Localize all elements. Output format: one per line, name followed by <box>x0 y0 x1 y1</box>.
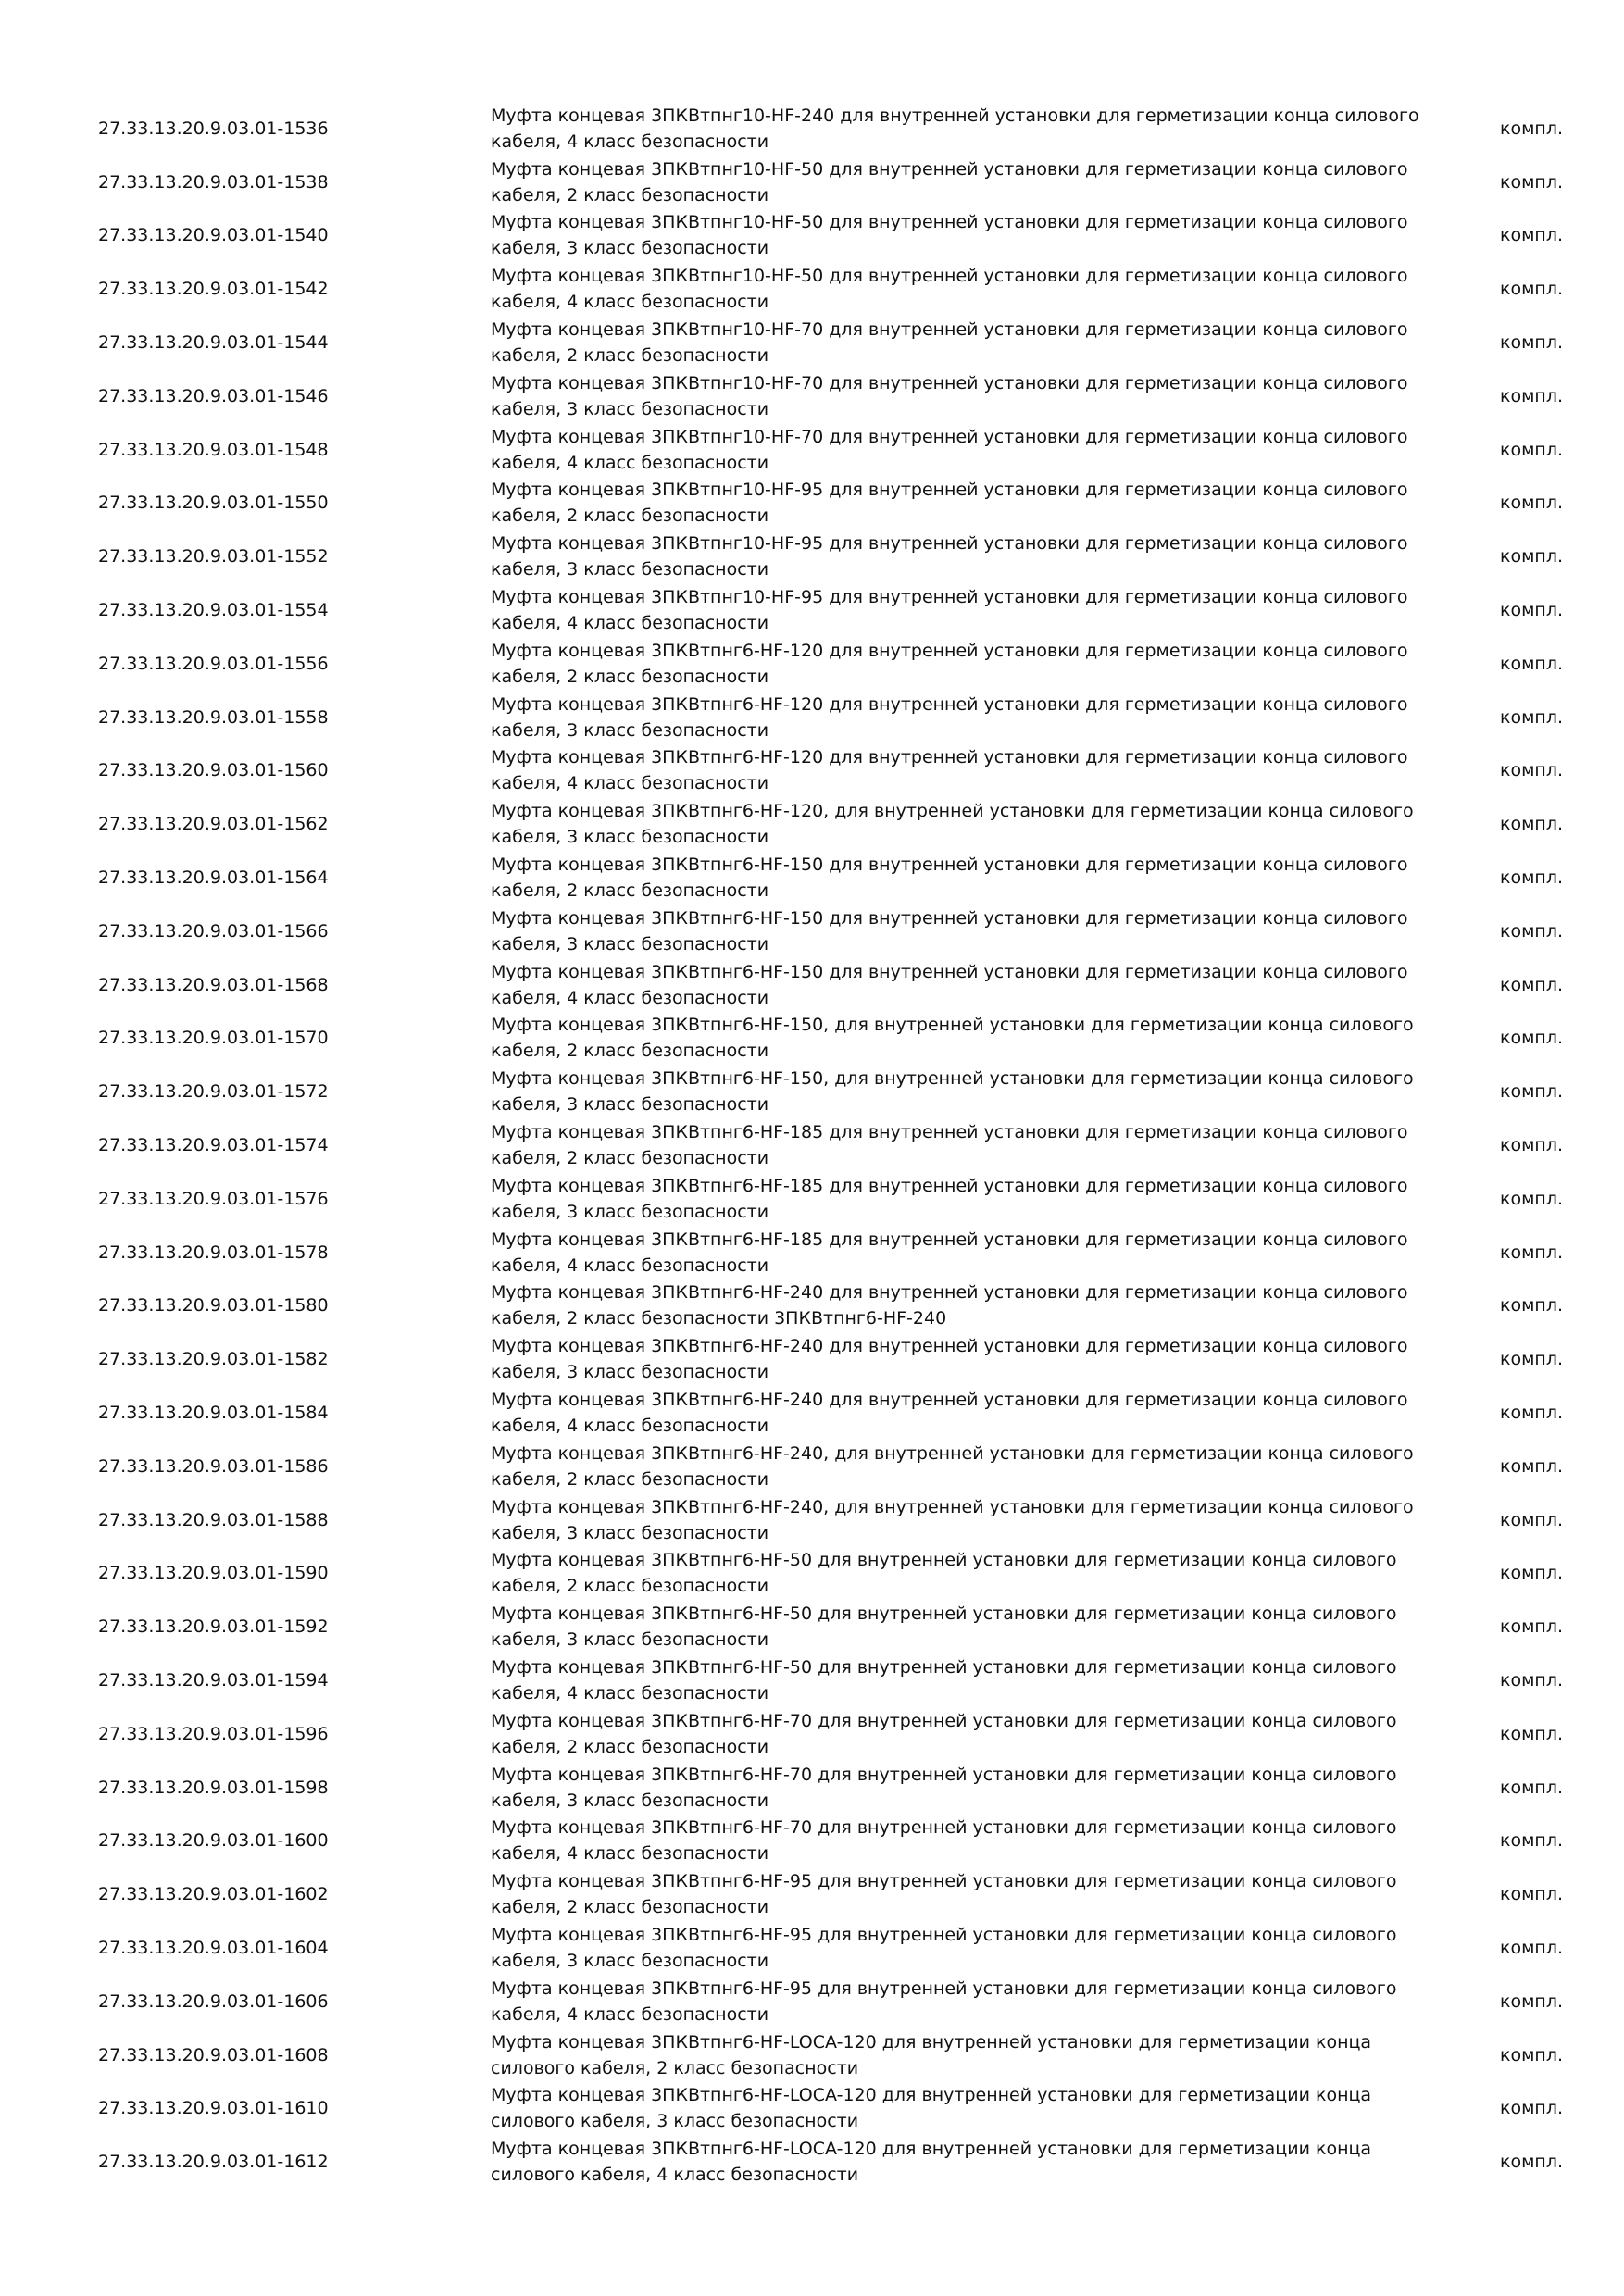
resource-name <box>491 369 1426 423</box>
resource-code: 27.33.13.20.9.03.01-1562 <box>98 814 329 835</box>
resource-code: 27.33.13.20.9.03.01-1588 <box>98 1509 329 1530</box>
resource-name-text: Муфта концевая 3ПКВтпнг6-HF-50 для внутренней установки для герметизации конца силового кабеля, 2 класс безопасности <box>491 1550 1397 1597</box>
resource-name <box>491 2135 1426 2189</box>
resource-name-text: Муфта концевая 3ПКВтпнг6-HF-240 для внутренней установки для герметизации конца силового кабеля, 2 класс безопасности 3ПКВтпнг6-HF-240 <box>491 1282 1408 1329</box>
resource-name <box>491 691 1426 744</box>
resource-name <box>491 2081 1426 2135</box>
table-row <box>0 1172 1624 1226</box>
resource-code: 27.33.13.20.9.03.01-1568 <box>98 974 329 995</box>
resource-name-text: Муфта концевая 3ПКВтпнг6-HF-120 для внутренней установки для герметизации конца силового кабеля, 2 класс безопасности <box>491 640 1408 687</box>
resource-name-text: Муфта концевая 3ПКВтпнг6-HF-120 для внутренней установки для герметизации конца силового кабеля, 4 класс безопасности <box>491 747 1408 794</box>
resource-unit: компл. <box>1500 814 1564 835</box>
resource-unit: компл. <box>1500 1777 1564 1798</box>
resource-code: 27.33.13.20.9.03.01-1540 <box>98 225 329 246</box>
resource-unit: компл. <box>1500 1937 1564 1958</box>
table-row <box>0 1600 1624 1653</box>
resource-unit: компл. <box>1500 546 1564 568</box>
resource-unit: компл. <box>1500 332 1564 354</box>
resource-name <box>491 262 1426 316</box>
resource-name-text: Муфта концевая 3ПКВтпнг6-HF-50 для внутренней установки для герметизации конца силового кабеля, 4 класс безопасности <box>491 1657 1397 1703</box>
resource-name-text: Муфта концевая 3ПКВтпнг6-HF-185 для внутренней установки для герметизации конца силового кабеля, 4 класс безопасности <box>491 1229 1408 1276</box>
resource-code: 27.33.13.20.9.03.01-1584 <box>98 1403 329 1424</box>
resource-name-text: Муфта концевая 3ПКВтпнг6-HF-50 для внутренней установки для герметизации конца силового кабеля, 3 класс безопасности <box>491 1603 1397 1651</box>
resource-unit: компл. <box>1500 1670 1564 1691</box>
resource-unit: компл. <box>1500 760 1564 781</box>
resource-name <box>491 316 1426 369</box>
table-row <box>0 316 1624 369</box>
resource-code: 27.33.13.20.9.03.01-1556 <box>98 653 329 674</box>
resource-unit: компл. <box>1500 118 1564 139</box>
table-row <box>0 1118 1624 1172</box>
table-row <box>0 369 1624 423</box>
table-row <box>0 102 1624 156</box>
resource-name-text: Муфта концевая 3ПКВтпнг6-HF-95 для внутренней установки для герметизации конца силового кабеля, 2 класс безопасности <box>491 1871 1397 1918</box>
table-row <box>0 209 1624 263</box>
resource-name <box>491 1065 1426 1118</box>
table-row <box>0 1012 1624 1066</box>
resource-name-text: Муфта концевая 3ПКВтпнг10-HF-70 для внутренней установки для герметизации конца силового кабеля, 3 класс безопасности <box>491 372 1408 419</box>
resource-unit: компл. <box>1500 1135 1564 1156</box>
resource-code: 27.33.13.20.9.03.01-1558 <box>98 706 329 728</box>
resource-name <box>491 1707 1426 1761</box>
table-row <box>0 1867 1624 1921</box>
resource-code: 27.33.13.20.9.03.01-1604 <box>98 1937 329 1958</box>
resource-code: 27.33.13.20.9.03.01-1538 <box>98 171 329 193</box>
table-row <box>0 1440 1624 1493</box>
resource-name <box>491 209 1426 263</box>
resource-code: 27.33.13.20.9.03.01-1582 <box>98 1349 329 1370</box>
table-row <box>0 423 1624 477</box>
resource-name <box>491 905 1426 958</box>
resource-code: 27.33.13.20.9.03.01-1542 <box>98 279 329 300</box>
resource-code: 27.33.13.20.9.03.01-1612 <box>98 2152 329 2173</box>
table-row <box>0 958 1624 1012</box>
resource-unit: компл. <box>1500 385 1564 406</box>
resource-name <box>491 1761 1426 1815</box>
resource-name-text: Муфта концевая 3ПКВтпнг10-HF-70 для внутренней установки для герметизации конца силового кабеля, 4 класс безопасности <box>491 426 1408 473</box>
resource-name-text: Муфта концевая 3ПКВтпнг6-HF-150 для внутренней установки для герметизации конца силового кабеля, 2 класс безопасности <box>491 855 1408 902</box>
resource-code: 27.33.13.20.9.03.01-1580 <box>98 1295 329 1316</box>
resource-name-text: Муфта концевая 3ПКВтпнг10-HF-50 для внутренней установки для герметизации конца силового кабеля, 4 класс безопасности <box>491 266 1408 313</box>
table-row <box>0 1332 1624 1386</box>
table-row <box>0 156 1624 209</box>
resource-unit: компл. <box>1500 1455 1564 1477</box>
resource-name-text: Муфта концевая 3ПКВтпнг6-HF-LOCA-120 для внутренней установки для герметизации конца силового кабеля, 4 класс безопасности <box>491 2139 1372 2186</box>
resource-code: 27.33.13.20.9.03.01-1598 <box>98 1777 329 1798</box>
resource-code: 27.33.13.20.9.03.01-1570 <box>98 1028 329 1049</box>
table-row <box>0 744 1624 798</box>
resource-name <box>491 1547 1426 1601</box>
resource-code: 27.33.13.20.9.03.01-1546 <box>98 385 329 406</box>
resource-name <box>491 1921 1426 1975</box>
table-row <box>0 1279 1624 1333</box>
resource-code: 27.33.13.20.9.03.01-1590 <box>98 1563 329 1584</box>
resource-name-text: Муфта концевая 3ПКВтпнг10-HF-70 для внутренней установки для герметизации конца силового кабеля, 2 класс безопасности <box>491 319 1408 367</box>
resource-unit: компл. <box>1500 1081 1564 1103</box>
table-row <box>0 1975 1624 2028</box>
table-row <box>0 477 1624 530</box>
table-row <box>0 1493 1624 1547</box>
resource-name-text: Муфта концевая 3ПКВтпнг6-HF-240, для внутренней установки для герметизации конца силового кабеля, 3 класс безопасности <box>491 1496 1414 1543</box>
resource-code: 27.33.13.20.9.03.01-1566 <box>98 920 329 942</box>
resource-unit: компл. <box>1500 1242 1564 1263</box>
table-row <box>0 2135 1624 2189</box>
resource-code: 27.33.13.20.9.03.01-1610 <box>98 2098 329 2119</box>
resource-code: 27.33.13.20.9.03.01-1554 <box>98 600 329 621</box>
resource-unit: компл. <box>1500 493 1564 514</box>
resource-name-text: Муфта концевая 3ПКВтпнг6-HF-70 для внутренней установки для герметизации конца силового кабеля, 2 класс безопасности <box>491 1710 1397 1757</box>
resource-unit: компл. <box>1500 1723 1564 1744</box>
table-row <box>0 691 1624 744</box>
resource-code: 27.33.13.20.9.03.01-1572 <box>98 1081 329 1103</box>
table-row <box>0 1761 1624 1815</box>
resource-name <box>491 583 1426 637</box>
resource-code: 27.33.13.20.9.03.01-1606 <box>98 1990 329 2012</box>
resource-name <box>491 1493 1426 1547</box>
resource-name <box>491 1975 1426 2028</box>
resource-name <box>491 1172 1426 1226</box>
resource-unit: компл. <box>1500 867 1564 889</box>
resource-unit: компл. <box>1500 1884 1564 1905</box>
resource-name-text: Муфта концевая 3ПКВтпнг6-HF-LOCA-120 для внутренней установки для герметизации конца силового кабеля, 2 класс безопасности <box>491 2031 1372 2078</box>
resource-name-text: Муфта концевая 3ПКВтпнг6-HF-95 для внутренней установки для герметизации конца силового кабеля, 4 класс безопасности <box>491 1978 1397 2025</box>
resource-name <box>491 958 1426 1012</box>
resource-code: 27.33.13.20.9.03.01-1578 <box>98 1242 329 1263</box>
resource-name-text: Муфта концевая 3ПКВтпнг6-HF-120 для внутренней установки для герметизации конца силового кабеля, 3 класс безопасности <box>491 693 1408 741</box>
resource-name-text: Муфта концевая 3ПКВтпнг6-HF-70 для внутренней установки для герметизации конца силового кабеля, 3 класс безопасности <box>491 1764 1397 1811</box>
resource-unit: компл. <box>1500 2044 1564 2065</box>
resource-name-text: Муфта концевая 3ПКВтпнг6-HF-150, для внутренней установки для герметизации конца силового кабеля, 3 класс безопасности <box>491 1068 1414 1116</box>
resource-name <box>491 423 1426 477</box>
resource-code: 27.33.13.20.9.03.01-1552 <box>98 546 329 568</box>
resource-unit: компл. <box>1500 1563 1564 1584</box>
table-row <box>0 1386 1624 1440</box>
resource-name-text: Муфта концевая 3ПКВтпнг6-HF-150 для внутренней установки для герметизации конца силового кабеля, 3 класс безопасности <box>491 907 1408 955</box>
resource-name <box>491 1600 1426 1653</box>
resource-code: 27.33.13.20.9.03.01-1594 <box>98 1670 329 1691</box>
resource-code: 27.33.13.20.9.03.01-1596 <box>98 1723 329 1744</box>
resource-code: 27.33.13.20.9.03.01-1576 <box>98 1188 329 1209</box>
resource-name <box>491 477 1426 530</box>
resource-unit: компл. <box>1500 1028 1564 1049</box>
resource-name-text: Муфта концевая 3ПКВтпнг10-HF-95 для внутренней установки для герметизации конца силового кабеля, 4 класс безопасности <box>491 587 1408 634</box>
resource-unit: компл. <box>1500 653 1564 674</box>
resource-code: 27.33.13.20.9.03.01-1544 <box>98 332 329 354</box>
resource-name-text: Муфта концевая 3ПКВтпнг6-HF-70 для внутренней установки для герметизации конца силового кабеля, 4 класс безопасности <box>491 1817 1397 1865</box>
resource-name-text: Муфта концевая 3ПКВтпнг10-HF-50 для внутренней установки для герметизации конца силового кабеля, 2 класс безопасности <box>491 158 1408 206</box>
resource-code: 27.33.13.20.9.03.01-1560 <box>98 760 329 781</box>
resource-unit: компл. <box>1500 2152 1564 2173</box>
resource-name <box>491 1332 1426 1386</box>
table-row <box>0 583 1624 637</box>
resource-name <box>491 744 1426 798</box>
resource-unit: компл. <box>1500 1616 1564 1638</box>
resource-name <box>491 1226 1426 1279</box>
table-row <box>0 1707 1624 1761</box>
table-row <box>0 2081 1624 2135</box>
resource-unit: компл. <box>1500 920 1564 942</box>
resource-name <box>491 530 1426 583</box>
resource-code: 27.33.13.20.9.03.01-1564 <box>98 867 329 889</box>
resource-name-text: Муфта концевая 3ПКВтпнг6-HF-240 для внутренней установки для герметизации конца силового кабеля, 3 класс безопасности <box>491 1336 1408 1383</box>
resource-unit: компл. <box>1500 1509 1564 1530</box>
resource-unit: компл. <box>1500 1349 1564 1370</box>
resource-unit: компл. <box>1500 1830 1564 1852</box>
resource-name-text: Муфта концевая 3ПКВтпнг10-HF-50 для внутренней установки для герметизации конца силового кабеля, 3 класс безопасности <box>491 212 1408 259</box>
resource-name-text: Муфта концевая 3ПКВтпнг6-HF-240, для внутренней установки для герметизации конца силового кабеля, 2 класс безопасности <box>491 1442 1414 1490</box>
resource-name <box>491 1012 1426 1066</box>
resource-name <box>491 797 1426 851</box>
table-row <box>0 2028 1624 2082</box>
table-row <box>0 637 1624 691</box>
table-row <box>0 1815 1624 1868</box>
resource-name <box>491 1118 1426 1172</box>
resource-unit: компл. <box>1500 439 1564 460</box>
resource-name-text: Муфта концевая 3ПКВтпнг6-HF-120, для внутренней установки для герметизации конца силового кабеля, 3 класс безопасности <box>491 801 1414 848</box>
resource-name <box>491 1867 1426 1921</box>
resource-unit: компл. <box>1500 706 1564 728</box>
table-row <box>0 851 1624 905</box>
resource-code: 27.33.13.20.9.03.01-1550 <box>98 493 329 514</box>
resource-table <box>0 102 1624 2189</box>
resource-unit: компл. <box>1500 1295 1564 1316</box>
table-row <box>0 1653 1624 1707</box>
resource-name <box>491 1653 1426 1707</box>
resource-name <box>491 156 1426 209</box>
resource-unit: компл. <box>1500 600 1564 621</box>
resource-name-text: Муфта концевая 3ПКВтпнг10-HF-95 для внутренней установки для герметизации конца силового кабеля, 3 класс безопасности <box>491 533 1408 580</box>
resource-name <box>491 1386 1426 1440</box>
resource-name <box>491 637 1426 691</box>
resource-name-text: Муфта концевая 3ПКВтпнг6-HF-95 для внутренней установки для герметизации конца силового кабеля, 3 класс безопасности <box>491 1924 1397 1971</box>
table-row <box>0 1226 1624 1279</box>
resource-code: 27.33.13.20.9.03.01-1602 <box>98 1884 329 1905</box>
resource-name-text: Муфта концевая 3ПКВтпнг6-HF-LOCA-120 для внутренней установки для герметизации конца силового кабеля, 3 класс безопасности <box>491 2085 1372 2132</box>
resource-unit: компл. <box>1500 171 1564 193</box>
resource-code: 27.33.13.20.9.03.01-1592 <box>98 1616 329 1638</box>
resource-unit: компл. <box>1500 225 1564 246</box>
table-row <box>0 1547 1624 1601</box>
resource-name <box>491 1440 1426 1493</box>
resource-name-text: Муфта концевая 3ПКВтпнг10-HF-240 для внутренней установки для герметизации конца силового кабеля, 4 класс безопасности <box>491 105 1419 152</box>
table-row <box>0 530 1624 583</box>
resource-name <box>491 102 1426 156</box>
table-row <box>0 797 1624 851</box>
resource-unit: компл. <box>1500 974 1564 995</box>
resource-code: 27.33.13.20.9.03.01-1536 <box>98 118 329 139</box>
resource-unit: компл. <box>1500 1990 1564 2012</box>
table-row <box>0 905 1624 958</box>
resource-name-text: Муфта концевая 3ПКВтпнг6-HF-185 для внутренней установки для герметизации конца силового кабеля, 2 класс безопасности <box>491 1122 1408 1169</box>
resource-name-text: Муфта концевая 3ПКВтпнг6-HF-240 для внутренней установки для герметизации конца силового кабеля, 4 класс безопасности <box>491 1390 1408 1437</box>
resource-code: 27.33.13.20.9.03.01-1586 <box>98 1455 329 1477</box>
resource-code: 27.33.13.20.9.03.01-1608 <box>98 2044 329 2065</box>
table-row <box>0 1921 1624 1975</box>
resource-name-text: Муфта концевая 3ПКВтпнг6-HF-150 для внутренней установки для герметизации конца силового кабеля, 4 класс безопасности <box>491 961 1408 1008</box>
table-row <box>0 1065 1624 1118</box>
resource-name-text: Муфта концевая 3ПКВтпнг6-HF-150, для внутренней установки для герметизации конца силового кабеля, 2 класс безопасности <box>491 1015 1414 1062</box>
resource-name <box>491 2028 1426 2082</box>
table-row <box>0 262 1624 316</box>
resource-name <box>491 1279 1426 1333</box>
resource-unit: компл. <box>1500 1188 1564 1209</box>
resource-name <box>491 1815 1426 1868</box>
resource-unit: компл. <box>1500 279 1564 300</box>
resource-code: 27.33.13.20.9.03.01-1548 <box>98 439 329 460</box>
resource-name-text: Муфта концевая 3ПКВтпнг10-HF-95 для внутренней установки для герметизации конца силового кабеля, 2 класс безопасности <box>491 480 1408 527</box>
resource-unit: компл. <box>1500 1403 1564 1424</box>
resource-name-text: Муфта концевая 3ПКВтпнг6-HF-185 для внутренней установки для герметизации конца силового кабеля, 3 класс безопасности <box>491 1175 1408 1222</box>
resource-name <box>491 851 1426 905</box>
resource-code: 27.33.13.20.9.03.01-1600 <box>98 1830 329 1852</box>
resource-unit: компл. <box>1500 2098 1564 2119</box>
resource-code: 27.33.13.20.9.03.01-1574 <box>98 1135 329 1156</box>
